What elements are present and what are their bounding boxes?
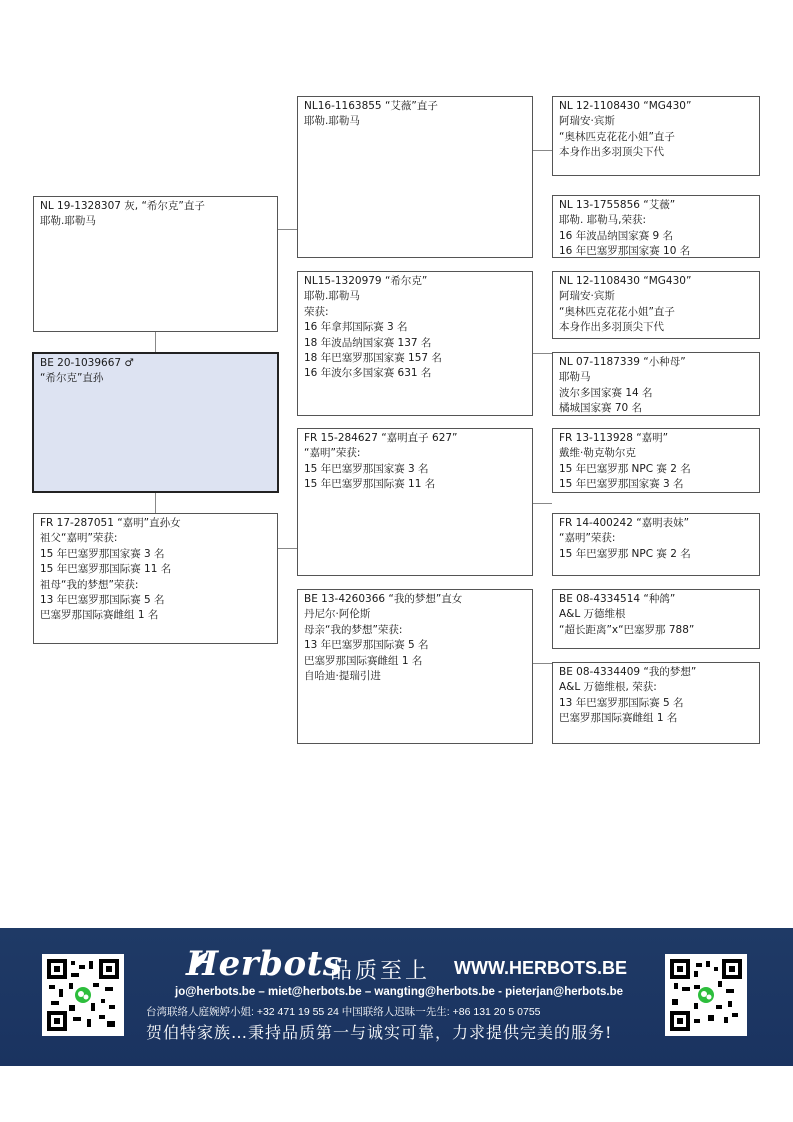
pedigree-line: NL 19-1328307 灰, “希尔克”直子 bbox=[40, 200, 205, 212]
pedigree-line: 15 年巴塞罗那 NPC 赛 2 名 bbox=[559, 547, 691, 560]
ssd-box bbox=[552, 195, 760, 258]
pedigree-line: A&L 万德维根, 荣获: bbox=[559, 681, 657, 694]
pedigree-line: “奥林匹克花花小姐”直子 bbox=[559, 305, 675, 318]
contact-phones: 台湾联络人庭婉婷小姐: +32 471 19 55 24 中国联络人迟昧一先生: +86 131 20 5 0755 bbox=[146, 1006, 541, 1018]
pedigree-line: 阿瑞安·宾斯 bbox=[559, 290, 615, 303]
pedigree-line: 巴塞罗那国际赛雌组 1 名 bbox=[559, 712, 678, 725]
pedigree-line: 13 年巴塞罗那国际赛 5 名 bbox=[40, 594, 165, 607]
pedigree-line: NL16-1163855 “艾薇”直子 bbox=[304, 100, 438, 112]
pedigree-line: 戴维·勒克勒尔克 bbox=[559, 447, 636, 460]
footer-tagline: 贺伯特家族…秉持品质第一与诚实可靠，力求提供完美的服务! bbox=[146, 1023, 613, 1042]
pedigree-line: 18 年波品纳国家赛 137 名 bbox=[304, 336, 432, 349]
pedigree-line: 母亲“我的梦想”荣获: bbox=[304, 623, 403, 636]
pedigree-line: 祖父“嘉明”荣获: bbox=[40, 532, 118, 545]
connector bbox=[533, 150, 552, 151]
pedigree-line: NL 12-1108430 “MG430” bbox=[559, 100, 692, 112]
pedigree-line: “嘉明”荣获: bbox=[559, 532, 616, 545]
pedigree-line: FR 15-284627 “嘉明直子 627” bbox=[304, 432, 458, 444]
sire-dam-box bbox=[297, 271, 533, 416]
dam-box bbox=[33, 513, 278, 644]
pedigree-line: 15 年巴塞罗那 NPC 赛 2 名 bbox=[559, 462, 691, 475]
pedigree-line: 15 年巴塞罗那国际赛 11 名 bbox=[40, 563, 172, 576]
pedigree-line: “奥林匹克花花小姐”直子 bbox=[559, 130, 675, 143]
pedigree-line: 13 年巴塞罗那国际赛 5 名 bbox=[559, 696, 684, 709]
dsd-box bbox=[552, 513, 760, 576]
pedigree-line: 耶勒.耶勒马 bbox=[304, 290, 360, 303]
pedigree-line: BE 08-4334514 “种鸽” bbox=[559, 593, 676, 605]
pedigree-line: 耶勒. 耶勒马,荣获: bbox=[559, 214, 647, 227]
brand-slogan: 品质至上 bbox=[330, 959, 431, 984]
pedigree-line: 16 年波品纳国家赛 9 名 bbox=[559, 229, 674, 242]
connector bbox=[278, 229, 297, 230]
pedigree-line: 耶勒.耶勒马 bbox=[304, 115, 360, 128]
pedigree-line: 15 年巴塞罗那国家赛 3 名 bbox=[559, 478, 684, 491]
pedigree-line: 荣获: bbox=[304, 305, 329, 318]
sire-sire-box bbox=[297, 96, 533, 258]
pedigree-line: BE 08-4334409 “我的梦想” bbox=[559, 666, 697, 678]
pedigree-line: 自哈迪·提瑞引进 bbox=[304, 670, 381, 683]
pedigree-line: 13 年巴塞罗那国际赛 5 名 bbox=[304, 639, 429, 652]
pedigree-line: FR 13-113928 “嘉明” bbox=[559, 432, 669, 444]
connector bbox=[155, 332, 156, 352]
connector bbox=[278, 548, 297, 549]
sds-box bbox=[552, 271, 760, 339]
pedigree-line: 巴塞罗那国际赛雌组 1 名 bbox=[304, 654, 423, 667]
connector bbox=[533, 663, 552, 664]
pedigree-line: FR 17-287051 “嘉明”直孙女 bbox=[40, 517, 181, 529]
pedigree-line: 15 年巴塞罗那国家赛 3 名 bbox=[40, 547, 165, 560]
pedigree-line: 波尔多国家赛 14 名 bbox=[559, 386, 653, 399]
sdd-box bbox=[552, 352, 760, 416]
pedigree-line: BE 20-1039667 ♂ bbox=[40, 357, 134, 369]
subject-box bbox=[32, 352, 279, 493]
website-link[interactable]: WWW.HERBOTS.BE bbox=[454, 958, 627, 978]
pedigree-line: 阿瑞安·宾斯 bbox=[559, 115, 615, 128]
pedigree-line: “嘉明”荣获: bbox=[304, 447, 361, 460]
pedigree-line: “超长距离”x“巴塞罗那 788” bbox=[559, 623, 695, 636]
qr-code-left bbox=[42, 954, 124, 1036]
dam-sire-box bbox=[297, 428, 533, 576]
dss-box bbox=[552, 428, 760, 493]
ddd-box bbox=[552, 662, 760, 744]
pedigree-line: NL15-1320979 “希尔克” bbox=[304, 275, 428, 287]
dam-dam-box bbox=[297, 589, 533, 744]
sire-box bbox=[33, 196, 278, 332]
connector bbox=[533, 353, 552, 354]
pedigree-line: 祖母“我的梦想”荣获: bbox=[40, 578, 139, 591]
pedigree-line: “希尔克”直孙 bbox=[40, 372, 104, 385]
pedigree-line: 15 年巴塞罗那国家赛 3 名 bbox=[304, 462, 429, 475]
footer-banner bbox=[0, 928, 793, 1066]
dds-box bbox=[552, 589, 760, 649]
pedigree-line: 耶勒马 bbox=[559, 371, 591, 384]
pedigree-line: 16 年波尔多国家赛 631 名 bbox=[304, 367, 432, 380]
pedigree-line: NL 12-1108430 “MG430” bbox=[559, 275, 692, 287]
pedigree-line: NL 07-1187339 “小种母” bbox=[559, 356, 686, 368]
pedigree-line: BE 13-4260366 “我的梦想”直女 bbox=[304, 593, 463, 605]
pedigree-line: 本身作出多羽顶尖下代 bbox=[559, 321, 664, 334]
pedigree-line: FR 14-400242 “嘉明表妹” bbox=[559, 517, 690, 529]
pedigree-line: 18 年巴塞罗那国家赛 157 名 bbox=[304, 352, 442, 365]
contact-emails[interactable]: jo@herbots.be – miet@herbots.be – wangting@herbots.be - pieterjan@herbots.be bbox=[175, 986, 624, 998]
brand-logo-text: Herbots bbox=[186, 944, 343, 984]
pedigree-line: 15 年巴塞罗那国际赛 11 名 bbox=[304, 478, 436, 491]
pedigree-line: NL 13-1755856 “艾薇” bbox=[559, 199, 676, 211]
connector bbox=[533, 503, 552, 504]
pedigree-line: 16 年巴塞罗那国家赛 10 名 bbox=[559, 245, 691, 258]
pedigree-line: 丹尼尔·阿伦斯 bbox=[304, 608, 371, 621]
connector bbox=[155, 493, 156, 513]
pedigree-line: A&L 万德维根 bbox=[559, 608, 626, 621]
pedigree-line: 巴塞罗那国际赛雌组 1 名 bbox=[40, 609, 159, 622]
qr-code-right bbox=[665, 954, 747, 1036]
pedigree-line: 橘城国家赛 70 名 bbox=[559, 402, 643, 415]
pedigree-line: 耶勒.耶勒马 bbox=[40, 215, 96, 228]
pedigree-line: 16 年拿邦国际赛 3 名 bbox=[304, 321, 408, 334]
pedigree-line: 本身作出多羽顶尖下代 bbox=[559, 146, 664, 159]
sss-box bbox=[552, 96, 760, 176]
